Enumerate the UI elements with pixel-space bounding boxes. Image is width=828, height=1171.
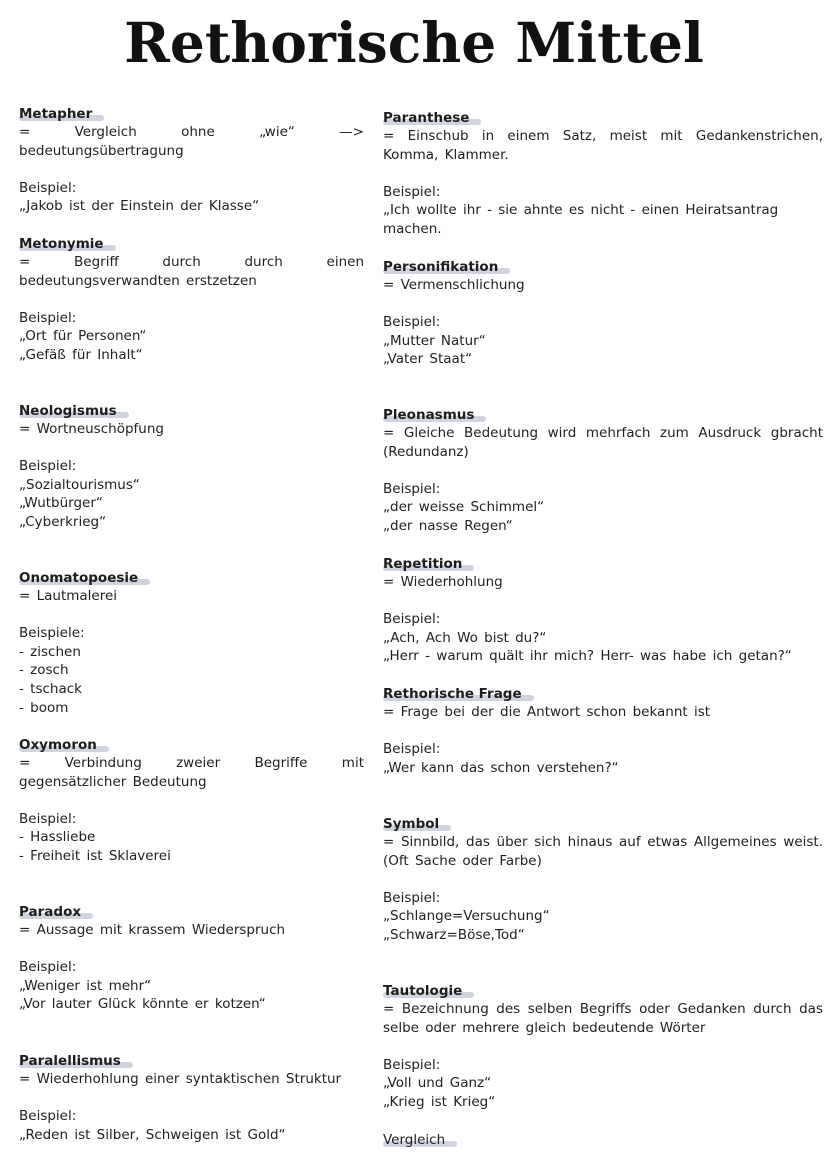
example-item: „Ich wollte ihr - sie ahnte es nicht - einen Heiratsantrag machen. (383, 202, 779, 237)
example-label: Beispiel: (383, 480, 441, 497)
definition: = Wortneuschöpfung (19, 421, 164, 437)
example-item: „Ach, Ach Wo bist du?“ (383, 629, 547, 646)
entry-pleonasmus (383, 404, 823, 536)
example-item: „Schlange=Versuchung“ (383, 908, 550, 925)
example-item: - boom (19, 699, 69, 716)
example-list (19, 1126, 364, 1145)
term-heading: Neologismus (19, 403, 117, 419)
term-heading: Paradox (19, 904, 82, 920)
example-item: „Schwarz=Böse,Tod“ (383, 926, 525, 943)
entry-tautologie (383, 980, 823, 1112)
example-item: „Vater Staat“ (383, 351, 473, 368)
example-label: Beispiel: (383, 1056, 441, 1073)
entry-vergleich (383, 1129, 823, 1149)
example-list (383, 759, 823, 778)
example-item: - zischen (19, 643, 81, 660)
example-label: Beispiel: (383, 611, 441, 628)
example-item: „Jakob ist der Einstein der Klasse“ (19, 198, 260, 215)
entry-repetition (383, 553, 823, 666)
example-label: Beispiel: (19, 309, 77, 326)
entry-paradox (19, 901, 364, 1014)
example-item: „Gefäß für Inhalt“ (19, 346, 143, 363)
example-item: - Hassliebe (19, 829, 96, 846)
term-heading: Repetition (383, 556, 463, 572)
example-item: - Freiheit ist Sklaverei (19, 847, 171, 864)
entry-metapher (19, 103, 364, 216)
example-item: „der nasse Regen“ (383, 517, 513, 534)
example-list (383, 201, 823, 238)
example-item: - tschack (19, 680, 82, 697)
entry-neologismus (19, 400, 364, 532)
term-heading: Onomatopoesie (19, 570, 139, 586)
page-title: Rethorische Mittel (124, 10, 704, 75)
definition: = Vergleich ohne „wie“ —> bedeutungsübertragung (19, 124, 364, 159)
example-list (383, 629, 823, 666)
term-heading: Personifikation (383, 259, 499, 275)
term-heading: Rethorische Frage (383, 686, 522, 702)
example-item: - zosch (19, 662, 69, 679)
definition: = Begriff durch durch einen bedeutungsverwandten erstzetzen (19, 254, 364, 289)
example-item: „Krieg ist Krieg“ (383, 1093, 496, 1110)
example-item: „Wer kann das schon verstehen?“ (383, 759, 619, 776)
example-item: „Vor lauter Glück könnte er kotzen“ (19, 996, 266, 1013)
definition: = Lautmalerei (19, 588, 118, 604)
entry-symbol (383, 813, 823, 945)
example-item: „Reden ist Silber, Schweigen ist Gold“ (19, 1126, 286, 1143)
example-list (19, 327, 364, 364)
term-heading: Vergleich (383, 1132, 446, 1148)
example-label: Beispiel: (19, 179, 77, 196)
term-heading: Metapher (19, 106, 93, 122)
example-list (19, 828, 364, 865)
entry-onomatopoesie (19, 567, 364, 717)
example-item: „Voll und Ganz“ (383, 1075, 492, 1092)
definition: = Vermenschlichung (383, 277, 525, 293)
definition: = Verbindung zweier Begriffe mit gegensätzlicher Bedeutung (19, 755, 364, 790)
example-item: „Mutter Natur“ (383, 332, 486, 349)
example-label: Beispiel: (19, 810, 77, 827)
definition: = Wiederhohlung (383, 574, 503, 590)
term-heading: Oxymoron (19, 737, 97, 753)
definition: = Frage bei der die Antwort schon bekannt ist (383, 704, 711, 720)
example-label: Beispiel: (19, 959, 77, 976)
example-label: Beispiel: (383, 183, 441, 200)
example-item: „der weisse Schimmel“ (383, 499, 545, 516)
example-list (19, 197, 364, 216)
term-heading: Pleonasmus (383, 407, 475, 423)
example-item: „Weniger ist mehr“ (19, 977, 152, 994)
example-list (383, 332, 823, 369)
example-list (383, 498, 823, 535)
definition: = Wiederhohlung einer syntaktischen Struktur (19, 1071, 342, 1087)
entry-oxymoron (19, 734, 364, 866)
entry-personifikation (383, 256, 823, 369)
example-list (19, 643, 364, 717)
term-heading: Paralellismus (19, 1053, 121, 1069)
definition: = Bezeichnung des selben Begriffs oder Gedanken durch das selbe oder mehrere gleich bedeutende Wörter (383, 1001, 823, 1036)
example-item: „Ort für Personen“ (19, 328, 147, 345)
example-label: Beispiel: (383, 314, 441, 331)
term-heading: Tautologie (383, 983, 463, 999)
example-item: „Cyberkrieg“ (19, 513, 107, 530)
entry-paralellismus (19, 1050, 364, 1144)
example-label: Beispiel: (383, 741, 441, 758)
example-list (383, 907, 823, 944)
term-heading: Symbol (383, 816, 440, 832)
example-item: „Herr - warum quält ihr mich? Herr- was habe ich getan?“ (383, 648, 792, 665)
definition: = Gleiche Bedeutung wird mehrfach zum Ausdruck gbracht (Redundanz) (383, 425, 823, 460)
example-item: „Sozialtourismus“ (19, 476, 140, 493)
definition: = Sinnbild, das über sich hinaus auf etwas Allgemeines weist. (Oft Sache oder Farbe) (383, 834, 823, 869)
example-label: Beispiele: (19, 625, 85, 642)
example-label: Beispiel: (19, 1108, 77, 1125)
example-item: „Wutbürger“ (19, 495, 103, 512)
entry-paranthese (383, 107, 823, 239)
example-label: Beispiel: (383, 889, 441, 906)
entry-rethorische-frage (383, 683, 823, 777)
definition: = Einschub in einem Satz, meist mit Gedankenstrichen, Komma, Klammer. (383, 128, 823, 163)
example-list (19, 476, 364, 532)
entry-metonymie (19, 233, 364, 365)
example-label: Beispiel: (19, 458, 77, 475)
term-heading: Paranthese (383, 110, 470, 126)
example-list (19, 977, 364, 1014)
term-heading: Metonymie (19, 236, 104, 252)
example-list (383, 1074, 823, 1111)
definition: = Aussage mit krassem Wiederspruch (19, 922, 286, 938)
